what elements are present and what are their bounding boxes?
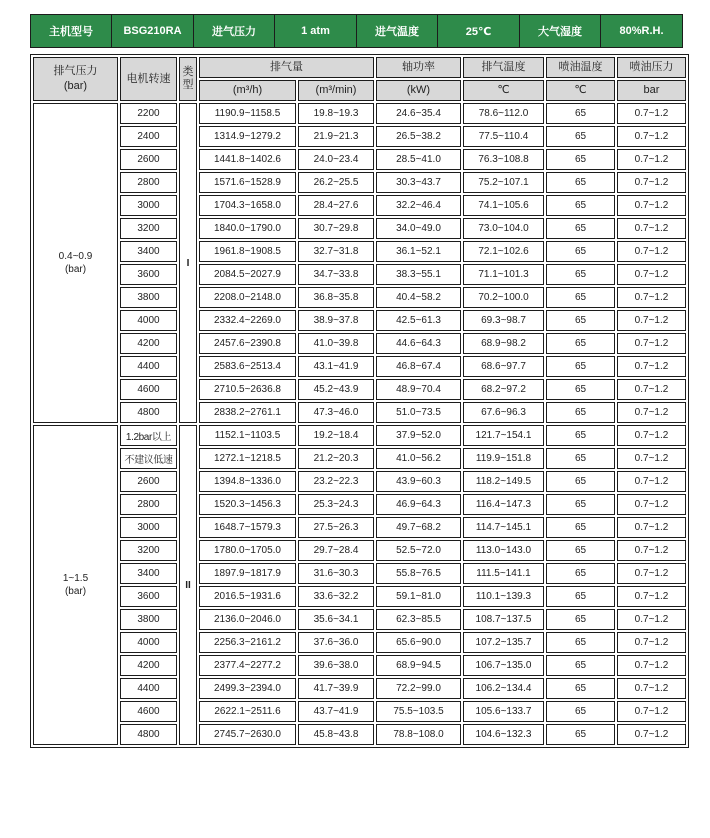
- oil-temp-cell: 65: [546, 379, 615, 400]
- col-header-motor-speed: 电机转速: [120, 57, 177, 101]
- exhaust-temp-cell: 68.9~98.2: [463, 333, 544, 354]
- displacement-m3min-cell: 37.6~36.0: [298, 632, 374, 653]
- exhaust-temp-cell: 75.2~107.1: [463, 172, 544, 193]
- oil-pressure-cell: 0.7~1.2: [617, 494, 686, 515]
- displacement-m3h-cell: 1314.9~1279.2: [199, 126, 296, 147]
- shaft-power-cell: 30.3~43.7: [376, 172, 461, 193]
- motor-speed-cell: 2800: [120, 172, 177, 193]
- exhaust-pressure-unit: (bar): [63, 80, 88, 92]
- displacement-m3min-cell: 39.6~38.0: [298, 655, 374, 676]
- table-row: [33, 149, 686, 170]
- oil-pressure-cell: 0.7~1.2: [617, 379, 686, 400]
- oil-pressure-cell: 0.7~1.2: [617, 724, 686, 745]
- displacement-m3min-cell: 25.3~24.3: [298, 494, 374, 515]
- oil-temp-cell: 65: [546, 218, 615, 239]
- displacement-m3h-cell: 2016.5~1931.6: [199, 586, 296, 607]
- displacement-m3min-cell: 47.3~46.0: [298, 402, 374, 423]
- shaft-power-cell: 48.9~70.4: [376, 379, 461, 400]
- table-row: [33, 471, 686, 492]
- shaft-power-cell: 43.9~60.3: [376, 471, 461, 492]
- oil-pressure-cell: 0.7~1.2: [617, 218, 686, 239]
- oil-pressure-cell: 0.7~1.2: [617, 402, 686, 423]
- oil-pressure-cell: 0.7~1.2: [617, 172, 686, 193]
- motor-speed-cell: 2600: [120, 471, 177, 492]
- table-row: [33, 333, 686, 354]
- table-row: [33, 701, 686, 722]
- oil-temp-cell: 65: [546, 609, 615, 630]
- table-row: [33, 517, 686, 538]
- motor-speed-cell: 1.2bar以上: [120, 425, 177, 446]
- oil-pressure-cell: 0.7~1.2: [617, 678, 686, 699]
- displacement-m3h-cell: 1840.0~1790.0: [199, 218, 296, 239]
- col-header-shaft-power: 轴功率: [376, 57, 461, 78]
- displacement-m3h-cell: 1780.0~1705.0: [199, 540, 296, 561]
- motor-speed-cell: 2800: [120, 494, 177, 515]
- oil-temp-cell: 65: [546, 195, 615, 216]
- shaft-power-cell: 52.5~72.0: [376, 540, 461, 561]
- shaft-power-cell: 32.2~46.4: [376, 195, 461, 216]
- displacement-m3min-cell: 32.7~31.8: [298, 241, 374, 262]
- oil-pressure-cell: 0.7~1.2: [617, 264, 686, 285]
- oil-temp-cell: 65: [546, 333, 615, 354]
- table-row: [33, 195, 686, 216]
- displacement-m3min-cell: 23.2~22.3: [298, 471, 374, 492]
- exhaust-temp-cell: 78.6~112.0: [463, 103, 544, 124]
- pressure-range-unit: (bar): [64, 586, 87, 597]
- exhaust-temp-cell: 70.2~100.0: [463, 287, 544, 308]
- table-row: [33, 172, 686, 193]
- displacement-m3min-cell: 45.2~43.9: [298, 379, 374, 400]
- table-row: [33, 126, 686, 147]
- exhaust-temp-cell: 77.5~110.4: [463, 126, 544, 147]
- displacement-m3min-cell: 43.1~41.9: [298, 356, 374, 377]
- table-row: [33, 655, 686, 676]
- exhaust-temp-cell: 74.1~105.6: [463, 195, 544, 216]
- oil-pressure-cell: 0.7~1.2: [617, 655, 686, 676]
- oil-pressure-cell: 0.7~1.2: [617, 195, 686, 216]
- unit-exhaust-temp-c: ℃: [463, 80, 544, 101]
- oil-pressure-cell: 0.7~1.2: [617, 563, 686, 584]
- displacement-m3h-cell: 2457.6~2390.8: [199, 333, 296, 354]
- motor-speed-cell: 3800: [120, 287, 177, 308]
- oil-pressure-cell: 0.7~1.2: [617, 609, 686, 630]
- oil-temp-cell: 65: [546, 540, 615, 561]
- motor-speed-cell: 2600: [120, 149, 177, 170]
- conditions-row: [31, 15, 683, 48]
- motor-speed-cell: 3600: [120, 264, 177, 285]
- table-row: [33, 241, 686, 262]
- type-cell: II: [179, 425, 197, 745]
- oil-temp-cell: 65: [546, 678, 615, 699]
- motor-speed-cell: 3200: [120, 218, 177, 239]
- oil-temp-cell: 65: [546, 287, 615, 308]
- exhaust-temp-cell: 118.2~149.5: [463, 471, 544, 492]
- col-header-type: 类型: [179, 57, 197, 101]
- displacement-m3h-cell: 2622.1~2511.6: [199, 701, 296, 722]
- oil-temp-cell: 65: [546, 471, 615, 492]
- pressure-range: 1~1.5: [62, 572, 89, 584]
- oil-temp-cell: 65: [546, 310, 615, 331]
- displacement-m3h-cell: 2084.5~2027.9: [199, 264, 296, 285]
- oil-temp-cell: 65: [546, 586, 615, 607]
- shaft-power-cell: 59.1~81.0: [376, 586, 461, 607]
- motor-speed-cell: 4000: [120, 632, 177, 653]
- table-row: [33, 448, 686, 469]
- motor-speed-cell: 不建议低速: [120, 448, 177, 469]
- shaft-power-cell: 75.5~103.5: [376, 701, 461, 722]
- shaft-power-cell: 55.8~76.5: [376, 563, 461, 584]
- table-row: [33, 264, 686, 285]
- displacement-m3h-cell: 1961.8~1908.5: [199, 241, 296, 262]
- col-header-exhaust-temp: 排气温度: [463, 57, 544, 78]
- motor-speed-cell: 4400: [120, 678, 177, 699]
- oil-pressure-cell: 0.7~1.2: [617, 333, 686, 354]
- displacement-m3h-cell: 2377.4~2277.2: [199, 655, 296, 676]
- motor-speed-cell: 3200: [120, 540, 177, 561]
- oil-temp-cell: 65: [546, 103, 615, 124]
- oil-pressure-cell: 0.7~1.2: [617, 448, 686, 469]
- displacement-m3min-cell: 34.7~33.8: [298, 264, 374, 285]
- col-header-displacement: 排气量: [199, 57, 374, 78]
- motor-speed-cell: 3600: [120, 586, 177, 607]
- col-header-exhaust-pressure: [33, 57, 118, 101]
- shaft-power-cell: 78.8~108.0: [376, 724, 461, 745]
- displacement-m3h-cell: 1152.1~1103.5: [199, 425, 296, 446]
- oil-pressure-cell: 0.7~1.2: [617, 517, 686, 538]
- motor-speed-cell: 2400: [120, 126, 177, 147]
- col-header-oil-temp: 喷油温度: [546, 57, 615, 78]
- oil-temp-cell: 65: [546, 563, 615, 584]
- exhaust-temp-cell: 72.1~102.6: [463, 241, 544, 262]
- displacement-m3h-cell: 1648.7~1579.3: [199, 517, 296, 538]
- exhaust-temp-cell: 68.2~97.2: [463, 379, 544, 400]
- unit-m3h: (m³/h): [199, 80, 296, 101]
- shaft-power-cell: 41.0~56.2: [376, 448, 461, 469]
- pressure-group-cell: [33, 103, 118, 423]
- shaft-power-cell: 37.9~52.0: [376, 425, 461, 446]
- oil-temp-cell: 65: [546, 126, 615, 147]
- shaft-power-cell: 24.6~35.4: [376, 103, 461, 124]
- oil-temp-cell: 65: [546, 149, 615, 170]
- shaft-power-cell: 42.5~61.3: [376, 310, 461, 331]
- shaft-power-cell: 72.2~99.0: [376, 678, 461, 699]
- exhaust-temp-cell: 73.0~104.0: [463, 218, 544, 239]
- displacement-m3min-cell: 31.6~30.3: [298, 563, 374, 584]
- displacement-m3min-cell: 30.7~29.8: [298, 218, 374, 239]
- label-intake-pressure: 进气压力: [194, 15, 275, 48]
- motor-speed-cell: 3800: [120, 609, 177, 630]
- displacement-m3h-cell: 2499.3~2394.0: [199, 678, 296, 699]
- displacement-m3min-cell: 43.7~41.9: [298, 701, 374, 722]
- shaft-power-cell: 26.5~38.2: [376, 126, 461, 147]
- exhaust-temp-cell: 106.2~134.4: [463, 678, 544, 699]
- exhaust-temp-cell: 111.5~141.1: [463, 563, 544, 584]
- value-intake-pressure: 1 atm: [275, 15, 357, 48]
- shaft-power-cell: 46.8~67.4: [376, 356, 461, 377]
- pressure-range: 0.4~0.9: [58, 250, 93, 262]
- spec-table-body: [33, 103, 686, 745]
- oil-temp-cell: 65: [546, 402, 615, 423]
- table-row: [33, 402, 686, 423]
- motor-speed-cell: 4000: [120, 310, 177, 331]
- displacement-m3min-cell: 19.8~19.3: [298, 103, 374, 124]
- motor-speed-cell: 3000: [120, 517, 177, 538]
- exhaust-temp-cell: 69.3~98.7: [463, 310, 544, 331]
- displacement-m3min-cell: 19.2~18.4: [298, 425, 374, 446]
- displacement-m3min-cell: 24.0~23.4: [298, 149, 374, 170]
- oil-pressure-cell: 0.7~1.2: [617, 103, 686, 124]
- displacement-m3h-cell: 1272.1~1218.5: [199, 448, 296, 469]
- displacement-m3min-cell: 33.6~32.2: [298, 586, 374, 607]
- displacement-m3h-cell: 1441.8~1402.6: [199, 149, 296, 170]
- motor-speed-cell: 2200: [120, 103, 177, 124]
- table-row: [33, 563, 686, 584]
- table-row: [33, 218, 686, 239]
- table-row: [33, 494, 686, 515]
- exhaust-temp-cell: 71.1~101.3: [463, 264, 544, 285]
- table-row: [33, 310, 686, 331]
- displacement-m3min-cell: 41.0~39.8: [298, 333, 374, 354]
- motor-speed-cell: 4800: [120, 724, 177, 745]
- shaft-power-cell: 65.6~90.0: [376, 632, 461, 653]
- displacement-m3min-cell: 29.7~28.4: [298, 540, 374, 561]
- displacement-m3min-cell: 21.2~20.3: [298, 448, 374, 469]
- label-intake-temp: 进气温度: [357, 15, 438, 48]
- displacement-m3h-cell: 2583.6~2513.4: [199, 356, 296, 377]
- label-machine-model: 主机型号: [31, 15, 112, 48]
- exhaust-temp-cell: 105.6~133.7: [463, 701, 544, 722]
- shaft-power-cell: 49.7~68.2: [376, 517, 461, 538]
- displacement-m3h-cell: 2710.5~2636.8: [199, 379, 296, 400]
- exhaust-temp-cell: 106.7~135.0: [463, 655, 544, 676]
- header-row-1: [33, 57, 686, 78]
- shaft-power-cell: 62.3~85.5: [376, 609, 461, 630]
- unit-oil-temp-c: ℃: [546, 80, 615, 101]
- displacement-m3h-cell: 2136.0~2046.0: [199, 609, 296, 630]
- exhaust-temp-cell: 114.7~145.1: [463, 517, 544, 538]
- shaft-power-cell: 28.5~41.0: [376, 149, 461, 170]
- motor-speed-cell: 4600: [120, 379, 177, 400]
- displacement-m3min-cell: 27.5~26.3: [298, 517, 374, 538]
- oil-pressure-cell: 0.7~1.2: [617, 126, 686, 147]
- displacement-m3h-cell: 1704.3~1658.0: [199, 195, 296, 216]
- displacement-m3min-cell: 38.9~37.8: [298, 310, 374, 331]
- oil-temp-cell: 65: [546, 494, 615, 515]
- displacement-m3min-cell: 28.4~27.6: [298, 195, 374, 216]
- oil-pressure-cell: 0.7~1.2: [617, 310, 686, 331]
- table-row: [33, 379, 686, 400]
- exhaust-temp-cell: 67.6~96.3: [463, 402, 544, 423]
- shaft-power-cell: 44.6~64.3: [376, 333, 461, 354]
- oil-pressure-cell: 0.7~1.2: [617, 586, 686, 607]
- shaft-power-cell: 38.3~55.1: [376, 264, 461, 285]
- type-cell: I: [179, 103, 197, 423]
- table-row: [33, 287, 686, 308]
- pressure-range-unit: (bar): [64, 264, 87, 275]
- shaft-power-cell: 68.9~94.5: [376, 655, 461, 676]
- displacement-m3min-cell: 41.7~39.9: [298, 678, 374, 699]
- oil-temp-cell: 65: [546, 517, 615, 538]
- exhaust-temp-cell: 110.1~139.3: [463, 586, 544, 607]
- oil-pressure-cell: 0.7~1.2: [617, 540, 686, 561]
- oil-temp-cell: 65: [546, 701, 615, 722]
- oil-pressure-cell: 0.7~1.2: [617, 287, 686, 308]
- exhaust-temp-cell: 113.0~143.0: [463, 540, 544, 561]
- motor-speed-cell: 4600: [120, 701, 177, 722]
- displacement-m3min-cell: 21.9~21.3: [298, 126, 374, 147]
- oil-pressure-cell: 0.7~1.2: [617, 356, 686, 377]
- oil-temp-cell: 65: [546, 172, 615, 193]
- oil-temp-cell: 65: [546, 632, 615, 653]
- displacement-m3h-cell: 2332.4~2269.0: [199, 310, 296, 331]
- table-row: [33, 632, 686, 653]
- displacement-m3h-cell: 2256.3~2161.2: [199, 632, 296, 653]
- exhaust-temp-cell: 121.7~154.1: [463, 425, 544, 446]
- oil-pressure-cell: 0.7~1.2: [617, 701, 686, 722]
- displacement-m3h-cell: 2745.7~2630.0: [199, 724, 296, 745]
- displacement-m3h-cell: 1190.9~1158.5: [199, 103, 296, 124]
- displacement-m3h-cell: 2838.2~2761.1: [199, 402, 296, 423]
- exhaust-pressure-label: 排气压力: [53, 65, 98, 78]
- motor-speed-cell: 4200: [120, 333, 177, 354]
- exhaust-temp-cell: 76.3~108.8: [463, 149, 544, 170]
- spec-table: [30, 54, 689, 748]
- exhaust-temp-cell: 119.9~151.8: [463, 448, 544, 469]
- oil-temp-cell: 65: [546, 655, 615, 676]
- oil-pressure-cell: 0.7~1.2: [617, 149, 686, 170]
- table-row: [33, 678, 686, 699]
- table-row: [33, 609, 686, 630]
- shaft-power-cell: 34.0~49.0: [376, 218, 461, 239]
- shaft-power-cell: 36.1~52.1: [376, 241, 461, 262]
- table-row: [33, 724, 686, 745]
- motor-speed-cell: 3000: [120, 195, 177, 216]
- motor-speed-cell: 4200: [120, 655, 177, 676]
- displacement-m3min-cell: 26.2~25.5: [298, 172, 374, 193]
- displacement-m3min-cell: 35.6~34.1: [298, 609, 374, 630]
- displacement-m3min-cell: 45.8~43.8: [298, 724, 374, 745]
- oil-temp-cell: 65: [546, 448, 615, 469]
- motor-speed-cell: 3400: [120, 241, 177, 262]
- value-intake-temp: 25℃: [438, 15, 520, 48]
- conditions-header-table: [30, 14, 683, 48]
- oil-pressure-cell: 0.7~1.2: [617, 425, 686, 446]
- exhaust-temp-cell: 104.6~132.3: [463, 724, 544, 745]
- oil-temp-cell: 65: [546, 264, 615, 285]
- oil-pressure-cell: 0.7~1.2: [617, 632, 686, 653]
- pressure-group-cell: [33, 425, 118, 745]
- unit-m3min: (m³/min): [298, 80, 374, 101]
- displacement-m3h-cell: 1520.3~1456.3: [199, 494, 296, 515]
- value-machine-model: BSG210RA: [112, 15, 194, 48]
- table-row: [33, 586, 686, 607]
- exhaust-temp-cell: 107.2~135.7: [463, 632, 544, 653]
- displacement-m3min-cell: 36.8~35.8: [298, 287, 374, 308]
- unit-kw: (kW): [376, 80, 461, 101]
- displacement-m3h-cell: 2208.0~2148.0: [199, 287, 296, 308]
- table-row: [33, 540, 686, 561]
- motor-speed-cell: 3400: [120, 563, 177, 584]
- exhaust-temp-cell: 68.6~97.7: [463, 356, 544, 377]
- shaft-power-cell: 46.9~64.3: [376, 494, 461, 515]
- exhaust-temp-cell: 116.4~147.3: [463, 494, 544, 515]
- unit-oil-pressure-bar: bar: [617, 80, 686, 101]
- oil-pressure-cell: 0.7~1.2: [617, 241, 686, 262]
- oil-temp-cell: 65: [546, 425, 615, 446]
- displacement-m3h-cell: 1571.6~1528.9: [199, 172, 296, 193]
- oil-temp-cell: 65: [546, 724, 615, 745]
- table-row: [33, 425, 686, 446]
- oil-temp-cell: 65: [546, 241, 615, 262]
- table-row: [33, 356, 686, 377]
- col-header-oil-pressure: 喷油压力: [617, 57, 686, 78]
- oil-temp-cell: 65: [546, 356, 615, 377]
- shaft-power-cell: 40.4~58.2: [376, 287, 461, 308]
- table-row: [33, 103, 686, 124]
- shaft-power-cell: 51.0~73.5: [376, 402, 461, 423]
- motor-speed-cell: 4400: [120, 356, 177, 377]
- motor-speed-cell: 4800: [120, 402, 177, 423]
- label-humidity: 大气湿度: [520, 15, 601, 48]
- displacement-m3h-cell: 1897.9~1817.9: [199, 563, 296, 584]
- exhaust-temp-cell: 108.7~137.5: [463, 609, 544, 630]
- oil-pressure-cell: 0.7~1.2: [617, 471, 686, 492]
- value-humidity: 80%R.H.: [601, 15, 683, 48]
- displacement-m3h-cell: 1394.8~1336.0: [199, 471, 296, 492]
